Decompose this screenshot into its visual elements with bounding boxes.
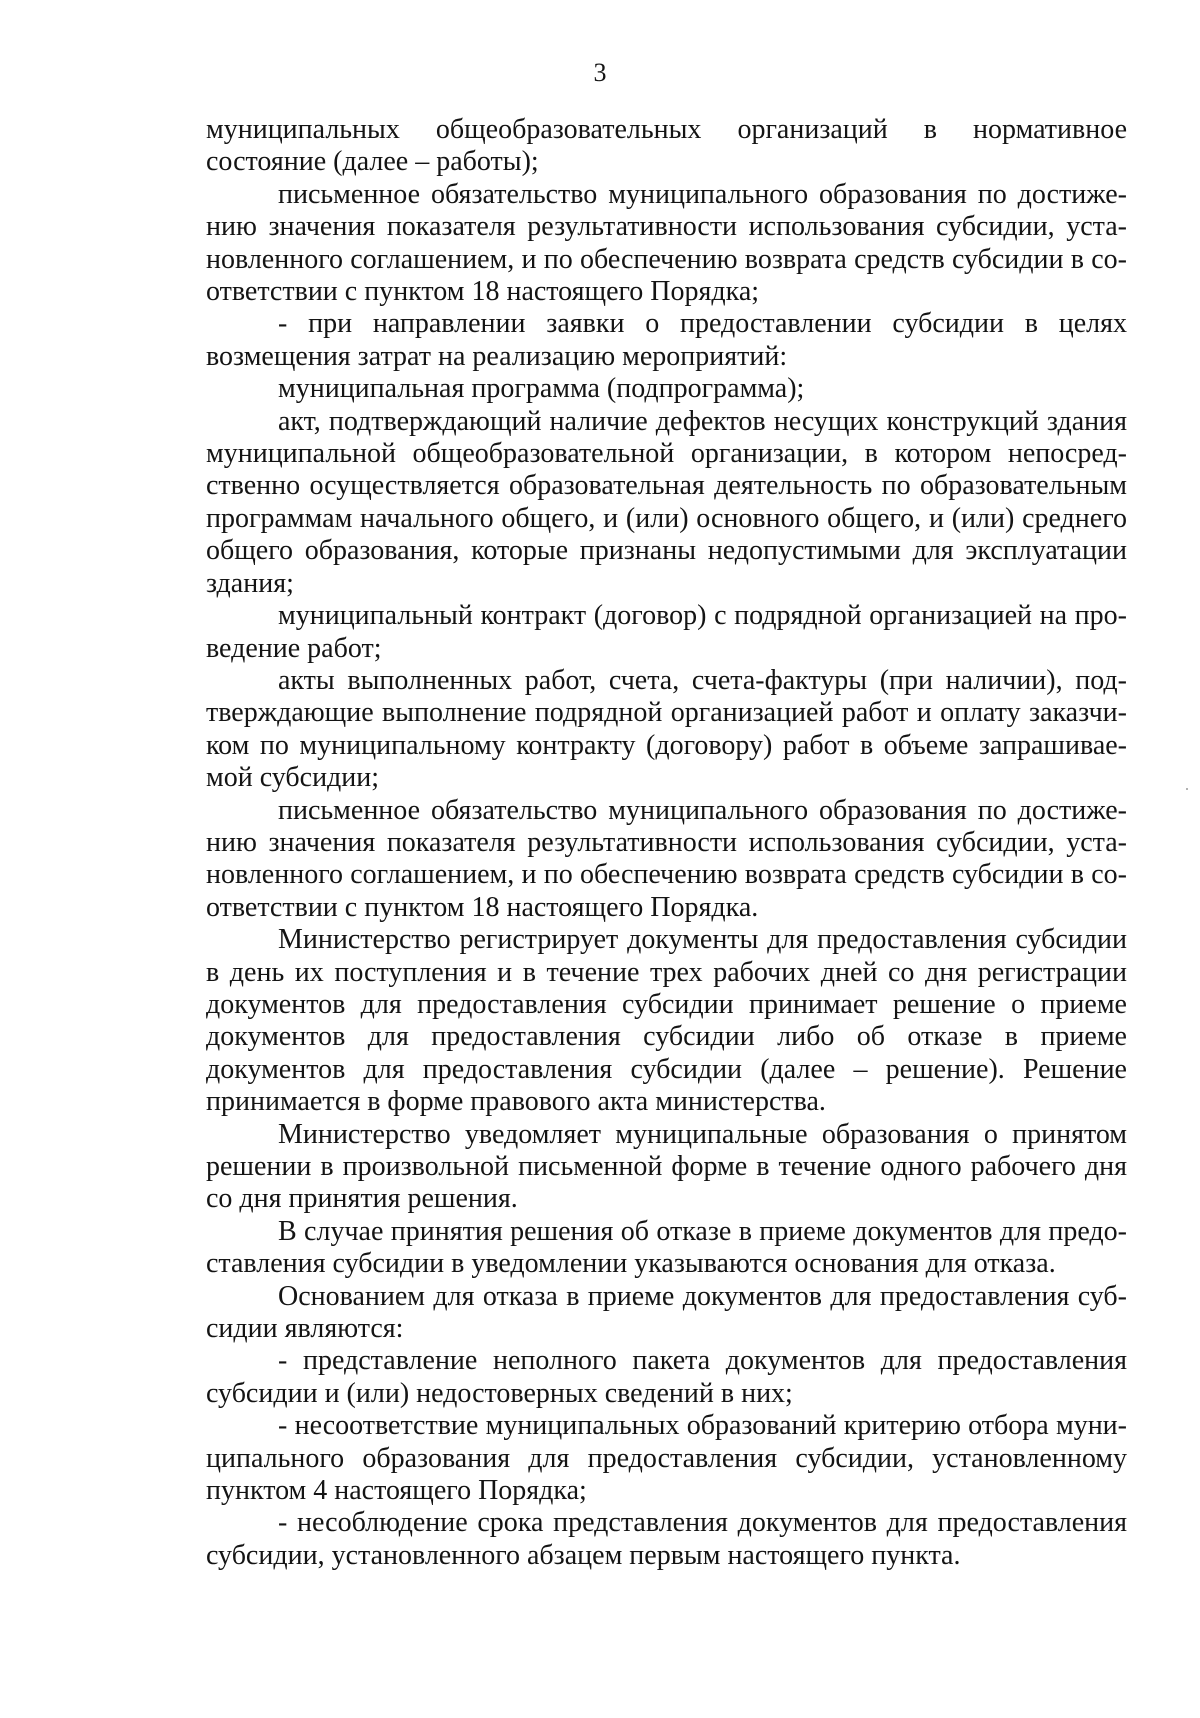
scan-speck	[1186, 788, 1188, 790]
paragraph-14: - несоответствие муниципальных образований критерию отбора муниципального образования для предоставления субсидии, установленному пунктом 4 настоящего Порядка;	[206, 1410, 1127, 1507]
paragraph-9: Министерство регистрирует документы для предоставления субсидии в день их поступления и в течение трех рабочих дней со дня регистрации документов для предоставления субсидии принимает решение о приеме документов для предоставления субсидии либо об отказе в приеме документов для предоставления субсидии (далее – решение). Решение принимается в форме правового акта министерства.	[206, 924, 1127, 1118]
paragraph-4: муниципальная программа (подпрограмма);	[278, 373, 805, 405]
paragraph-10: Министерство уведомляет муниципальные образования о принятом решении в произвольной письменной форме в течение одного рабочего дня со дня принятия решения.	[206, 1118, 1127, 1215]
page-number: 3	[593, 58, 607, 87]
document-body	[206, 114, 1127, 1572]
paragraph-7: акты выполненных работ, счета, счета-фактуры (при наличии), подтверждающие выполнение подрядной организацией работ и оплату заказчиком по муниципальному контракту (договору) работ в объеме запрашиваемой субсидии;	[206, 664, 1127, 794]
paragraph-5: акт, подтверждающий наличие дефектов несущих конструкций здания муниципальной общеобразовательной организации, в котором непосредственно осуществляется образовательная деятельность по образовательным программам начального общего, и (или) основного общего, и (или) среднего общего образования, которые признаны недопустимыми для эксплуатации здания;	[206, 405, 1127, 599]
paragraph-8: письменное обязательство муниципального образования по достижению значения показателя результативности использования субсидии, установленного соглашением, и по обеспечению возврата средств субсидии в соответствии с пунктом 18 настоящего Порядка.	[206, 794, 1127, 923]
paragraph-15: - несоблюдение срока представления документов для предоставления субсидии, установленного абзацем первым настоящего пункта.	[206, 1507, 1127, 1571]
paragraph-2: письменное обязательство муниципального образования по достижению значения показателя результативности использования субсидии, установленного соглашением, и по обеспечению возврата средств субсидии в соответствии с пунктом 18 настоящего Порядка;	[206, 178, 1127, 308]
paragraph-11: В случае принятия решения об отказе в приеме документов для предоставления субсидии в уведомлении указываются основания для отказа.	[206, 1215, 1127, 1280]
paragraph-3: - при направлении заявки о предоставлении субсидии в целях возмещения затрат на реализацию мероприятий:	[206, 308, 1127, 372]
paragraph-12: Основанием для отказа в приеме документов для предоставления субсидии являются:	[206, 1280, 1127, 1345]
paragraph-6: муниципальный контракт (договор) с подрядной организацией на проведение работ;	[206, 600, 1127, 664]
paragraph-1: муниципальных общеобразовательных организаций в нормативное состояние (далее – работы);	[206, 114, 1127, 178]
paragraph-13: - представление неполного пакета документов для предоставления субсидии и (или) недостоверных сведений в них;	[206, 1345, 1127, 1409]
